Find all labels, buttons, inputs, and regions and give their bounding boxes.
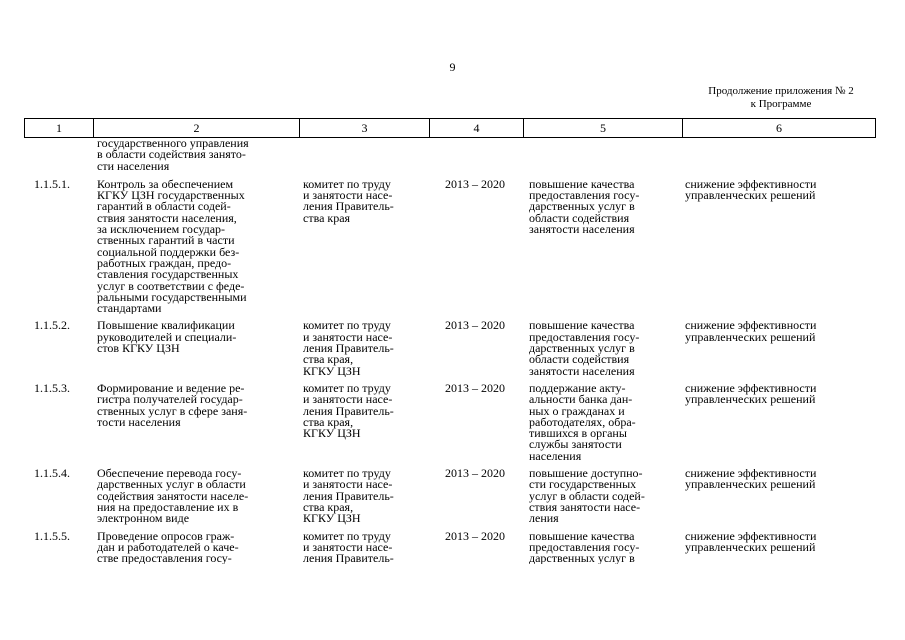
row-result: повышение качества предоставления госу- дарственных услуг в области содействия занятости населения (529, 320, 640, 377)
row-activity: Повышение квалификации руководителей и специали- стов КГКУ ЦЗН (97, 320, 237, 356)
header-col-1: 1 (56, 121, 62, 135)
header-col-2: 2 (93, 119, 299, 137)
table-header-row (24, 118, 876, 138)
row-period: 2013 – 2020 (445, 530, 505, 543)
row-responsible: комитет по труду и занятости насе- ления Правитель- ства края, КГКУ ЦЗН (303, 382, 394, 441)
row-period: 2013 – 2020 (445, 320, 505, 333)
row-number: 1.1.5.2. (34, 320, 70, 333)
header-col-4: 4 (429, 119, 523, 137)
carryover-text: государственного управления в области содействия занято- сти населения (97, 138, 249, 172)
row-consequence: снижение эффективности управленческих решений (685, 382, 817, 407)
row-result: повышение качества предоставления госу- дарственных услуг в области содействия занятости населения (529, 178, 640, 237)
row-number: 1.1.5.5. (34, 530, 70, 543)
table-row (24, 320, 876, 376)
page-number: 9 (449, 60, 456, 74)
row-result: повышение доступно- сти государственных услуг в области содей- ствия занятости насе- ления (529, 468, 645, 525)
table-row (24, 468, 876, 524)
table-row (24, 179, 876, 315)
continuation-note (640, 85, 905, 110)
row-number: 1.1.5.1. (34, 178, 70, 191)
row-period: 2013 – 2020 (445, 178, 505, 191)
row-period: 2013 – 2020 (445, 382, 505, 395)
header-col-5: 5 (523, 119, 682, 137)
continuation-line-1: Продолжение приложения № 2 (708, 85, 854, 97)
row-consequence: снижение эффективности управленческих решений (685, 530, 817, 554)
continuation-line-2: к Программе (750, 97, 812, 110)
row-activity: Проведение опросов граж- дан и работодателей о каче- стве предоставления госу- (97, 530, 239, 565)
row-result: повышение качества предоставления госу- дарственных услуг в (529, 530, 640, 565)
row-responsible: комитет по труду и занятости насе- ления Правитель- ства края, КГКУ ЦЗН (303, 320, 394, 377)
row-period: 2013 – 2020 (445, 468, 505, 481)
row-consequence: снижение эффективности управленческих решений (685, 468, 817, 492)
row-activity: Контроль за обеспечением КГКУ ЦЗН государственных гарантий в области содей- ствия занятости населения, за исключением государ- ственных гарантий в части социальной поддержки без- работных граждан, предо- ставления государственных услуг в соответствии с феде- ральными государственными стандартами (97, 178, 247, 315)
row-responsible: комитет по труду и занятости насе- ления Правитель- ства края, КГКУ ЦЗН (303, 468, 394, 525)
table-row-carryover (24, 138, 876, 172)
row-result: поддержание акту- альности банка дан- ных о гражданах и работодателях, обра- тившихся в органы службы занятости населения (529, 382, 636, 463)
header-col-3: 3 (299, 119, 429, 137)
row-activity: Обеспечение перевода госу- дарственных услуг в области содействия занятости населе- ния на предоставление их в электронном виде (97, 468, 249, 525)
row-consequence: снижение эффективности управленческих решений (685, 178, 817, 203)
table-row (24, 383, 876, 462)
row-responsible: комитет по труду и занятости насе- ления Правитель- ства края (303, 178, 394, 225)
row-number: 1.1.5.4. (34, 468, 70, 481)
program-table (24, 118, 876, 564)
row-number: 1.1.5.3. (34, 382, 70, 395)
row-responsible: комитет по труду и занятости насе- ления Правитель- (303, 530, 394, 565)
header-col-6: 6 (682, 119, 875, 137)
row-activity: Формирование и ведение ре- гистра получателей государ- ственных услуг в сфере заня- тости населения (97, 382, 248, 429)
row-consequence: снижение эффективности управленческих решений (685, 320, 817, 344)
table-row (24, 531, 876, 565)
